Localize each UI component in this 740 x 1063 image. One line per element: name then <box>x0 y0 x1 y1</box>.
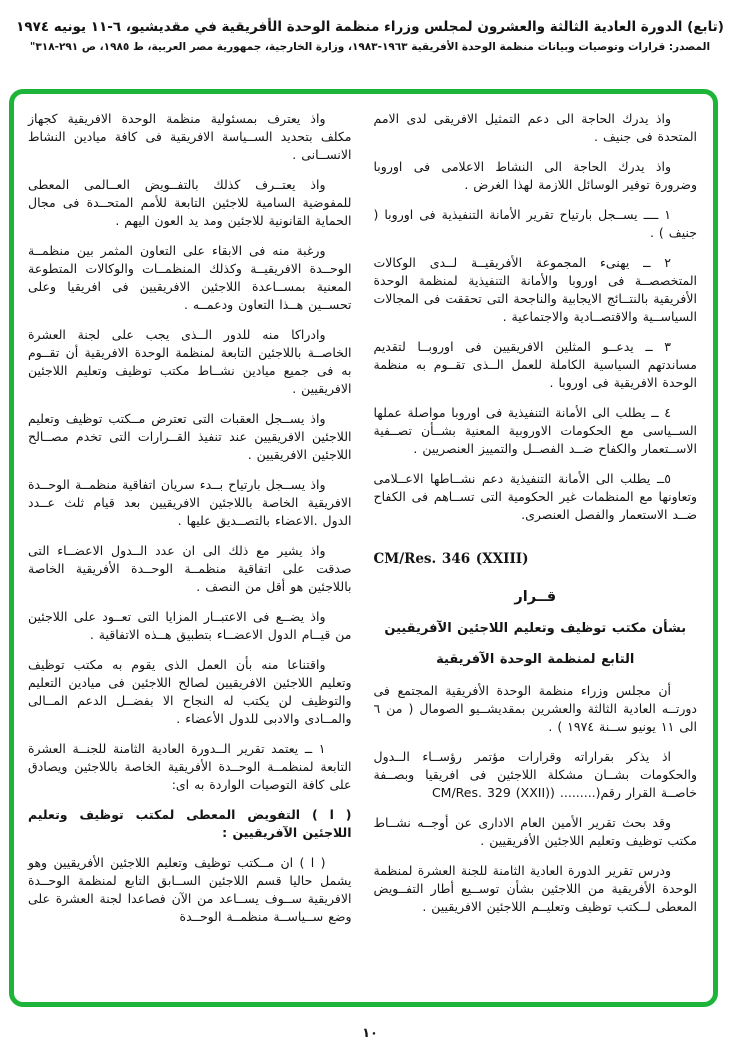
paragraph: واذ يدرك الحاجة الى دعم التمثيل الافريقى لدى الامم المتحدة فى جنيف . <box>373 111 697 144</box>
paragraph: واذ يضــع فى الاعتبــار المزايا التى تعــود على اللاجئين من قيــام الدول الاعضــاء بتطبيق هــذه الاتفاقية . <box>28 609 352 642</box>
paragraph: واذ يعترف بمسئولية منظمة الوحدة الافريقية كجهاز مكلف بتحديد الســياسة الافريقية فى كافة ميادين النشاط الانســانى . <box>28 111 352 162</box>
paragraph: واذ يعتــرف كذلك بالتفــويض العــالمى المعطى للمفوضية السامية للاجئين التابعة للأمم المتحــدة فى مجال الحماية القانونية للاجئين ومد يد العون اليهم . <box>28 177 352 228</box>
resolution-subheading: التابع لمنظمة الوحدة الآفريقية <box>436 652 635 668</box>
paragraph: واذ يســجل العقبات التى تعترض مــكتب توظيف وتعليم اللاجئين الافريقيين عند تنفيذ القــرارات التى تخدم مصــالح اللاجئين الافريقيين . <box>28 411 352 462</box>
paragraph: ٢ ــ يهنىء المجموعة الأفريقيــة لــدى الوكالات المتخصصــة فى اوروبا والأمانة التنفيذية لمنظمة الوحدة الأفريقية بالنتــائج الايجابية والناجحة التى تحققت فى المجالات السياســية والاقتصــادية والاجتماعية . <box>373 255 697 324</box>
column-right <box>374 110 698 992</box>
paragraph: واذ يشير مع ذلك الى ان عدد الــدول الاعضــاء التى صدقت على اتفاقية منظمــة الوحــدة الأفريقية الخاصة باللاجئين هو أقل من النصف . <box>28 543 352 594</box>
document-frame <box>9 89 718 1007</box>
paragraph: ورغبة منه فى الابقاء على التعاون المثمر بين منظمــة الوحــدة الافريقيــة وكذلك المنظمــات والوكالات المتطوعة المعنية بمســاعدة اللاجئين الافريقيين فى افريقيا وعلى تحســين هــذا التعاون ودعمــه . <box>28 243 352 312</box>
clause-heading: ( ا ) التفويض المعطى لمكتب توظيف وتعليم اللاجئين الآفريقيين : <box>28 807 352 840</box>
two-column-layout <box>28 110 697 992</box>
document-header <box>0 0 740 56</box>
resolution-subheading: بشأن مكتب توظيف وتعليم اللاجئين الآفريقيين <box>384 621 687 637</box>
paragraph: واذ يســجل بارتياح بــدء سريان اتفاقية منظمــة الوحــدة الافريقية الخاصة باللاجئين الافريقيين بعد قيام ثلث عــدد الدول .الاعضاء بالتصــديق عليها . <box>28 477 352 528</box>
paragraph: ( ا ) ان مــكتب توظيف وتعليم اللاجئين الأفريقيين وهو يشمل حاليا قسم اللاجئين الســابق التابع لمنظمة الوحــدة الافريقية ســوف يســاعد من الآن فصاعدا لجنة العشرة على وضع ســياســة منظمــة الوحــدة <box>28 855 352 924</box>
paragraph: ١ ــــ يســجل بارتياح تقرير الأمانة التنفيذية فى اوروبا ( جنيف ) . <box>373 207 697 240</box>
paragraph: ٤ ــ يطلب الى الأمانة التنفيذية فى اوروبا مواصلة عملها الســياسى مع الحكومات الاوروبية المعنية بشــأن تصــفية الاســتعمار والكفاح ضــد الفصــل والتمييز العنصريين . <box>373 405 697 456</box>
paragraph: وقد بحث تقرير الأمين العام الادارى عن أوجــه نشــاط مكتب توظيف وتعليم اللاجئين الأفريقيين . <box>373 814 697 848</box>
paragraph: اذ يذكر بقراراته وقرارات مؤتمر رؤســاء الــدول والحكومات بشــان مشكلة اللاجئين فى افريقيا وبصــفة خاصــة القرار رقم(......... (CM/Res. 329 (XXII) <box>373 748 697 800</box>
paragraph: ودرس تقرير الدورة العادية الثامنة للجنة العشرة لمنظمة الوحدة الأفريقية من اللاجئين بشأن توســيع أطار التفــويض المعطى لــكتب توظيف وتعليــم اللاجئين الافريقيين . <box>373 862 697 914</box>
paragraph: أن مجلس وزراء منظمة الوحدة الأفريقية المجتمع فى دورتــه العادية الثالثة والعشرين بمقديشــيو الصومال ( من ٦ الى ١١ يونيو ســنة ١٩٧٤ ) . <box>373 682 697 734</box>
paragraph: ٣ ــ يدعــو المثلين الافريقيين فى اوروبــا لتقديم مساندتهم السياسية الكاملة للعمل الــذى تقــوم به منظمة الوحدة الافريقية فى اوروبا . <box>373 339 697 390</box>
page-number: ١٠ <box>362 1026 378 1041</box>
paragraph: وادراكا منه للدور الــذى يجب على لجنة العشرة الخاصــة باللاجئين التابعة لمنظمة الوحدة الافريقية أن تقــوم به فى جميع ميادين نشــاط مكتب توظيف وتعليم اللاجئين الافريقيين . <box>28 327 352 396</box>
paragraph: واذ يدرك الحاجة الى النشاط الاعلامى فى اوروبا وضرورة توفير الوسائل اللازمة لهذا الغرض . <box>373 159 697 192</box>
reference-code: CM/Res. 346 (XXIII) <box>373 551 529 567</box>
paragraph: ٥ــ يطلب الى الأمانة التنفيذية دعم نشــاطها الاعــلامى وتعاونها مع المنظمات غير الحكومية التى تســاهم فى الكفاح ضــد الاستعمار والفصل العنصرى. <box>373 471 697 522</box>
page-footer <box>0 1022 740 1041</box>
header-session-title: (تابع) الدورة العادية الثالثة والعشرون لمجلس وزراء منظمة الوحدة الأفريقية في مقديشيو، ٦-١١ يونيه ١٩٧٤ <box>16 19 724 35</box>
paragraph: واقتناعا منه بأن العمل الذى يقوم به مكتب توظيف وتعليم اللاجئين الافريقيين لصالح اللاجئين فى ميادين التعليم والتوظيف لن يكتب له النجاح الا بفضــل الدعم المــالى والمــادى والادبى للدول الأعضاء . <box>28 657 352 726</box>
resolution-heading: قــرار <box>514 589 557 606</box>
column-left <box>28 110 352 992</box>
header-source-line: المصدر: قرارات وتوصيات وبيانات منظمة الوحدة الأفريقية ١٩٦٣-١٩٨٣، وزارة الخارجية، جمهورية مصر العربية، ط ١٩٨٥، ص ٢٩١-٣١٨" <box>29 40 711 53</box>
paragraph: ١ ــ يعتمد تقرير الــدورة العادية الثامنة للجنــة العشرة التابعة لمنظمــة الوحــدة الأفريقية الخاصة باللاجئين ويصادق على كافة التوصيات الواردة به اى: <box>28 741 352 792</box>
